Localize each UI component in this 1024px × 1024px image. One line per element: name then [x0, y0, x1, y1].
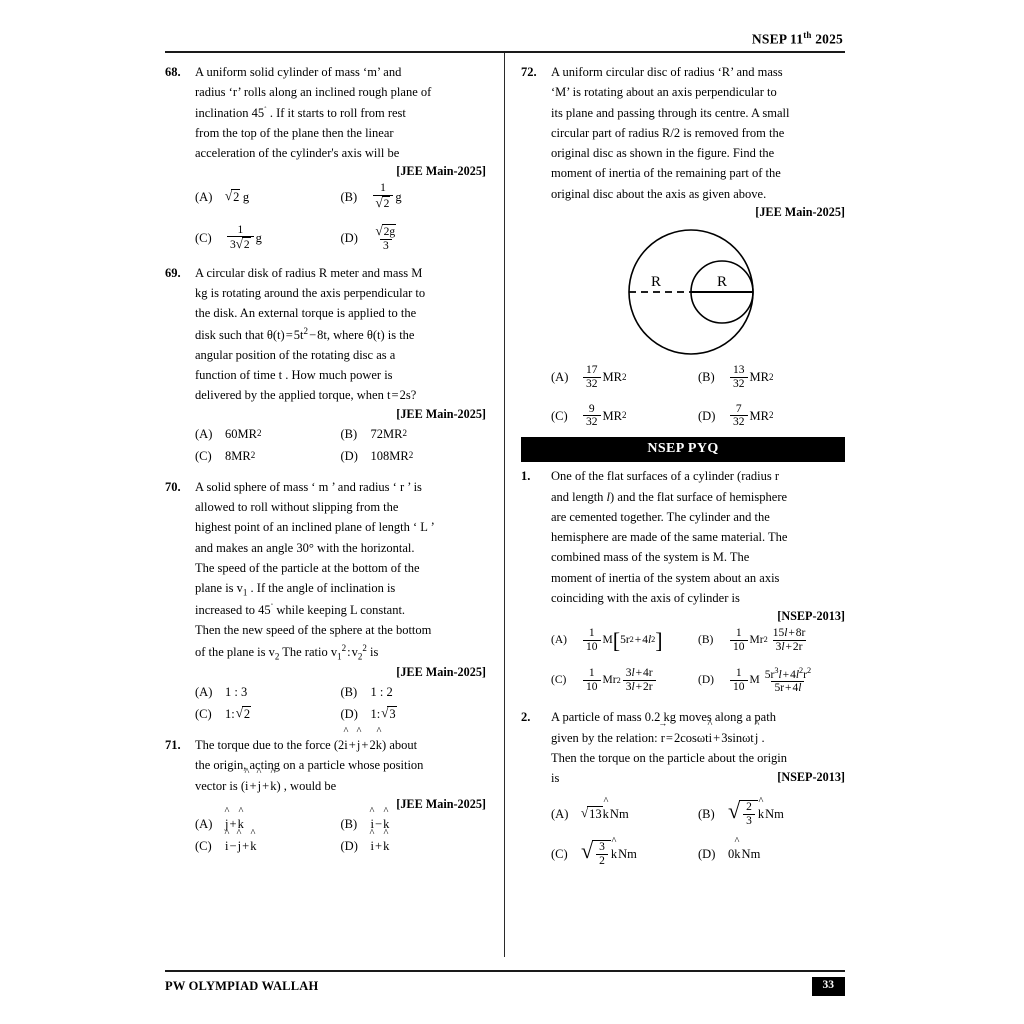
options-pyq-2 [551, 800, 845, 868]
q69-line-5: angular position of the rotating disc as a [195, 347, 396, 362]
q69-line-4: disk such that θ(t) = $5t^2$ − 8t, where θ(t) is the [195, 325, 415, 342]
pyq-question-2 [521, 707, 845, 868]
question-72 [521, 62, 845, 429]
q70-line-1: A solid sphere of mass ‘ m ’ and radius ‘ r ’ is [195, 479, 422, 494]
p1-line-7: coinciding with the axis of cylinder is [551, 590, 740, 605]
option-value: $\frac{1}{10}$ M $\frac{5r^3l + 4l^2r^2}{5r + 4l}$ [728, 666, 816, 696]
option-label: (D) [340, 448, 358, 463]
option-value: 8MR 2 [225, 448, 256, 463]
option-value: $\frac{13}{32}$ MR 2 [728, 364, 773, 391]
option-label: (C) [195, 839, 212, 854]
question-number: 71. [165, 738, 181, 753]
question-source: [JEE Main-2025] [396, 406, 486, 421]
option-label: (D) [698, 846, 716, 861]
option-c[interactable] [195, 447, 341, 465]
q69-line-3: the disk. An external torque is applied to the [195, 306, 417, 321]
option-value: √ 2 g [225, 187, 250, 204]
option-a[interactable] [195, 683, 341, 701]
option-d[interactable] [341, 837, 487, 855]
option-c[interactable] [551, 403, 698, 430]
q72-line-2: ‘M’ is rotating about an axis perpendicular to [551, 85, 777, 100]
q70-line-7: increased to 45˚ while keeping L constant. [195, 602, 406, 618]
question-source: [JEE Main-2025] [396, 796, 486, 811]
q72-line-7: original disc about the axis as given above. [551, 186, 767, 201]
two-column-body [165, 53, 845, 957]
option-value: 1 : 2 [370, 684, 393, 699]
option-a[interactable] [551, 364, 698, 391]
options-69 [195, 425, 486, 465]
option-b[interactable] [341, 182, 487, 211]
q70-line-5: The speed of the particle at the bottom of the [195, 560, 420, 575]
option-label: (B) [340, 816, 358, 831]
p2-line-1: A particle of mass 0.2 kg moves along a path [551, 710, 776, 725]
header-title-main: NSEP 11 [751, 31, 804, 47]
option-label: (A) [551, 807, 569, 822]
option-label: (D) [340, 707, 358, 722]
footer-brand: PW OLYMPIAD WALLAH [165, 979, 319, 994]
question-number: 2. [521, 710, 531, 725]
option-value: 1: √ 2 [225, 704, 251, 722]
question-71 [165, 735, 486, 855]
q69-line-7: delivered by the applied torque, when t = 2s? [195, 388, 417, 403]
option-value: ^ i + ^ k [371, 837, 390, 855]
option-b[interactable] [698, 800, 845, 828]
p1-line-1: One of the flat surfaces of a cylinder (radius r [551, 469, 780, 484]
option-label: (B) [340, 684, 358, 699]
figure-label-right-R: R [716, 273, 728, 290]
page-number-badge: 33 [812, 977, 846, 996]
options-71 [195, 815, 486, 855]
option-value: 108MR 2 [370, 448, 414, 463]
p2-line-2: given by the relation: → r = 2cosωt^ i + 3sinωt ^ j . [551, 728, 845, 748]
page-header [165, 0, 845, 46]
p1-line-4: hemisphere are made of the same material. The [551, 530, 788, 544]
q71-line-1: The torque due to the force (2^ i + ^ j + 2^ k) about [195, 735, 486, 755]
option-label: (C) [195, 448, 212, 463]
footer-rule [165, 970, 845, 972]
option-label: (D) [698, 674, 714, 687]
option-d[interactable] [341, 447, 487, 465]
option-value: $\frac{7}{32}$ MR 2 [728, 403, 773, 430]
disc-figure-svg [603, 226, 793, 358]
option-value: $\frac{1}{10}$ M [ 5r 2 + 4 l 2 ] [581, 627, 663, 654]
q69-line-2: kg is rotating around the axis perpendicular to [195, 286, 426, 300]
options-72 [551, 364, 845, 430]
option-a[interactable] [551, 627, 698, 654]
nsep-pyq-banner: NSEP PYQ [521, 437, 845, 462]
q70-line-6: plane is $v_1$ . If the angle of inclination is [195, 581, 396, 598]
option-value: 60MR 2 [225, 426, 262, 441]
question-text [195, 263, 486, 406]
p1-line-6: moment of inertia of the system about an axis [551, 570, 780, 585]
option-label: (D) [340, 839, 358, 854]
question-text [195, 477, 486, 664]
option-a[interactable] [195, 182, 341, 211]
q70-line-2: allowed to roll without slipping from the [195, 500, 399, 515]
question-number: 70. [165, 479, 181, 494]
question-number: 68. [165, 65, 181, 79]
options-68 [195, 182, 486, 253]
option-label: (B) [698, 370, 715, 385]
option-d[interactable] [341, 224, 487, 253]
question-68 [165, 62, 486, 253]
q68-line-2: radius ‘r’ rolls along an inclined rough plane of [195, 85, 432, 100]
option-value: 1 3 √ 2 g [225, 224, 262, 253]
option-c[interactable] [195, 705, 341, 723]
option-value: √ $\frac{2}{3}$ ^ k Nm [728, 800, 784, 828]
option-label: (A) [551, 370, 569, 385]
q70-line-3: highest point of an inclined plane of length ‘ L ’ [195, 520, 435, 535]
header-title-year: 2025 [811, 31, 843, 47]
option-label: (A) [195, 684, 213, 699]
q71-line-3: vector is (^ i + ^ j + ^ k) , would be [195, 776, 486, 796]
options-pyq-1 [551, 627, 845, 695]
option-label: (B) [340, 189, 358, 204]
p1-line-3: are cemented together. The cylinder and the [551, 509, 770, 524]
option-value: 0 ^ k Nm [728, 845, 760, 863]
figure-label-left-R: R [650, 273, 662, 290]
option-value: 1 √ 2 g [371, 182, 402, 211]
option-label: (A) [195, 189, 213, 204]
q72-line-1: A uniform circular disc of radius ‘R’ and mass [551, 65, 783, 79]
option-label: (B) [698, 634, 714, 647]
q72-line-5: original disc as shown in the figure. Find the [551, 146, 775, 160]
option-value: √ 2g 3 [375, 222, 396, 252]
option-value: 1: √ 3 [370, 704, 396, 722]
q70-line-4: and makes an angle 30° with the horizontal. [195, 540, 415, 555]
q69-line-1: A circular disk of radius R meter and mass M [195, 265, 423, 280]
options-70 [195, 683, 486, 723]
option-d[interactable] [698, 840, 845, 868]
option-b[interactable] [341, 815, 487, 833]
option-a[interactable] [195, 815, 341, 833]
option-label: (C) [551, 846, 568, 861]
option-c[interactable] [551, 666, 698, 696]
option-label: (C) [551, 408, 568, 423]
q68-line-5: acceleration of the cylinder's axis will be [195, 146, 400, 160]
option-value: $\frac{9}{32}$ MR 2 [581, 403, 626, 430]
option-b[interactable] [698, 364, 845, 391]
question-source: [JEE Main-2025] [396, 164, 486, 179]
document-page [165, 0, 845, 1024]
question-text [551, 707, 845, 788]
option-c[interactable] [551, 840, 698, 868]
option-d[interactable] [698, 403, 845, 430]
option-value: $\frac{17}{32}$ MR 2 [581, 364, 626, 391]
option-a[interactable] [551, 800, 698, 828]
option-label: (C) [195, 231, 212, 246]
pyq-question-1 [521, 466, 845, 695]
q69-line-6: function of time t . How much power is [195, 368, 393, 383]
question-70 [165, 477, 486, 723]
option-label: (B) [340, 426, 358, 441]
question-source: [NSEP-2013] [777, 770, 845, 785]
q70-line-8: Then the new speed of the sphere at the bottom [195, 623, 432, 638]
q72-line-3: its plane and passing through its centre. A small [551, 105, 790, 120]
q72-line-4: circular part of radius R/2 is removed from the [551, 125, 785, 140]
option-label: (D) [698, 408, 716, 423]
option-b[interactable] [341, 425, 487, 443]
question-text [195, 735, 486, 796]
q71-line-2: the origin, acting on a particle whose position [195, 758, 424, 773]
question-source: [NSEP-2013] [777, 609, 845, 623]
option-b[interactable] [341, 683, 487, 701]
question-text [195, 62, 486, 163]
header-title-ordinal: th [803, 30, 812, 40]
option-label: (D) [340, 231, 358, 246]
option-label: (A) [551, 634, 567, 647]
p1-line-2: and length l) and the flat surface of hemisphere [551, 489, 788, 504]
question-number: 1. [521, 469, 531, 484]
option-label: (C) [195, 707, 212, 722]
option-value: √ 13 ^ k Nm [581, 805, 629, 823]
option-value: ^ i − ^ k [371, 815, 390, 833]
left-column [165, 53, 505, 957]
q70-line-9: of the plane is $v_2$ The ratio $v_1^2$ : $v_2^2$ is [195, 642, 379, 662]
q72-line-6: moment of inertia of the remaining part of the [551, 166, 781, 181]
option-d[interactable] [341, 705, 487, 723]
option-value: ^ i − ^ j + ^ k [225, 837, 257, 855]
q68-line-3: inclination 45˚ . If it starts to roll from rest [195, 104, 406, 120]
right-column [505, 53, 845, 957]
question-text [551, 62, 845, 204]
option-label: (A) [195, 816, 213, 831]
question-text [551, 466, 845, 608]
q68-line-4: from the top of the plane then the linear [195, 125, 394, 140]
option-value: $\frac{1}{10}$ Mr 2 $\frac{3l + 4r}{3l + 2r}$ [581, 667, 658, 694]
option-label: (C) [551, 674, 567, 687]
option-b[interactable] [698, 627, 845, 654]
option-a[interactable] [195, 425, 341, 443]
option-label: (B) [698, 807, 715, 822]
option-value: $\frac{1}{10}$ Mr 2 $\frac{15l + 8r}{3l + 2r}$ [728, 627, 810, 654]
question-number: 69. [165, 265, 181, 280]
p2-line-4: is [NSEP-2013] [551, 768, 845, 788]
question-source: [JEE Main-2025] [755, 204, 845, 219]
page-footer [165, 977, 845, 996]
question-source: [JEE Main-2025] [396, 664, 486, 679]
option-label: (A) [195, 426, 213, 441]
figure-disc-with-removed-part [551, 226, 845, 358]
question-number: 72. [521, 65, 537, 79]
option-value: ^ j + ^ k [225, 815, 244, 833]
option-c[interactable] [195, 224, 341, 253]
question-69 [165, 263, 486, 465]
p2-line-3: Then the torque on the particle about the origin [551, 750, 788, 765]
option-value: √ $\frac{3}{2}$ ^ k Nm [581, 840, 637, 868]
q68-line-1: A uniform solid cylinder of mass ‘m’ and [195, 65, 402, 79]
option-c[interactable] [195, 837, 341, 855]
p1-line-5: combined mass of the system is M. The [551, 550, 750, 565]
option-d[interactable] [698, 666, 845, 696]
option-value: 72MR 2 [370, 426, 407, 441]
option-value: 1 : 3 [225, 684, 248, 699]
